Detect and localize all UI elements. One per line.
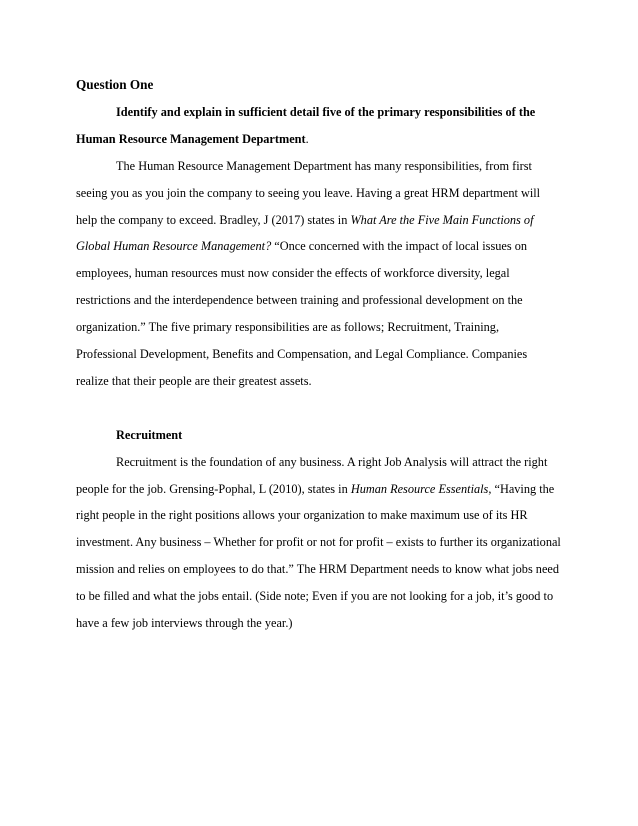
question-period: . [305,131,309,146]
cited-title-bradley: What Are the Five Main Functions of Global Human Resource Management? [76,212,534,254]
paragraph-intro-text-2: “Once concerned with the impact of local issues on employees, human resources must now consider the effects of workforce diversity, legal restrictions and the interdependence between training and professional development on the organization.” The five primary responsibilities are as follows; Recruitment, Training, Professional Development, Benefits and Compensation, and Legal Compliance. Companies realize that their people are their greatest assets. [76,239,528,388]
cited-title-grensing: Human Resource Essentials [350,481,489,496]
blank-line [76,395,562,422]
paragraph-recruitment-text-2: , “Having the right people in the right positions allows your organization to make maximum use of its HR investment. Any business – Whether for profit or not for profit – exists to further its organizational mission and relies on employees to do that.” The HRM Department needs to know what jobs need to be filled and what the jobs entail. (Side note; Even if you are not looking for a job, it’s good to have a few job interviews through the year.) [76,481,561,631]
section-title: Question One [76,77,154,92]
subsection-title: Recruitment [116,427,183,442]
paragraph-recruitment-text-1: Recruitment is the foundation of any business. A right Job Analysis will attract the right people for the job. Grensing-Pophal, L (2010), states in [76,454,548,496]
paragraph-intro-text-1: The Human Resource Management Department has many responsibilities, from first seeing you as you join the company to seeing you leave. Having a great HRM department will help the company to exceed. Bradley, J (2017) states in [76,158,541,227]
question-prompt [76,99,562,153]
document-body [76,72,562,637]
paragraph-recruitment [76,449,562,637]
question-text: Identify and explain in sufficient detail five of the primary responsibilities of the Human Resource Management Department [76,104,536,146]
paragraph-intro [76,153,562,395]
